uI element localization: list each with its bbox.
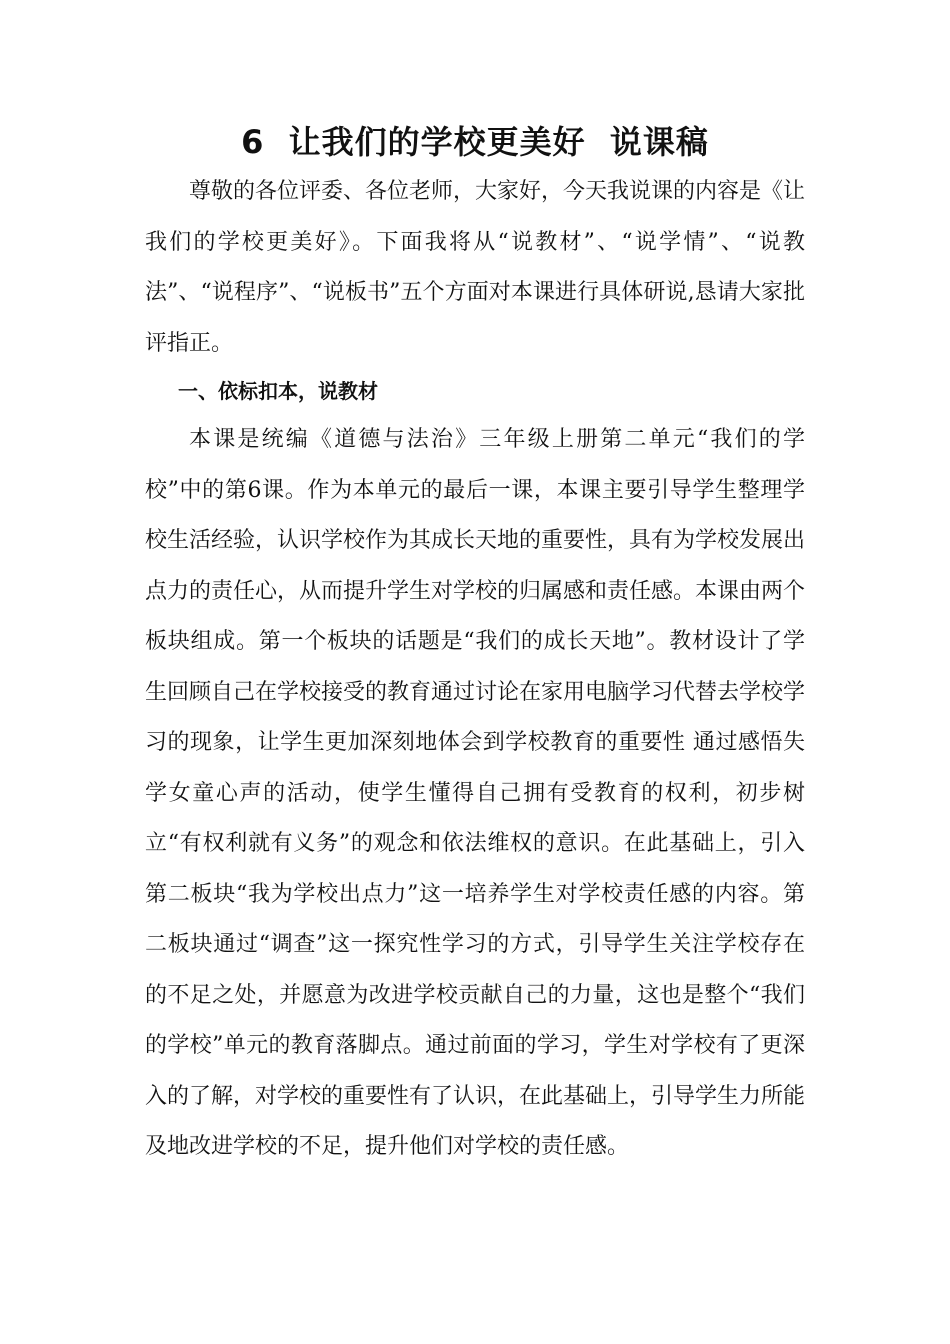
- section-heading: 一、依标扣本，说教材: [178, 379, 378, 403]
- section-body-paragraph: 本课是统编《道德与法治》三年级上册第二单元“我们的学校”中的第6课。作为本单元的最后一课，本课主要引导学生整理学校生活经验，认识学校作为其成长天地的重要性，具有为学校发展出点力的责任心，从而提升学生对学校的归属感和责任感。本课由两个板块组成。第一个板块的话题是“我们的成长天地”。教材设计了学生回顾自己在学校接受的教育通过讨论在家用电脑学习代替去学校学习的现象，让学生更加深刻地体会到学校教育的重要性 通过感悟失学女童心声的活动，使学生懂得自己拥有受教育的权利，初步树立“有权利就有义务”的观念和依法维权的意识。在此基础上，引入第二板块“我为学校出点力”这一培养学生对学校责任感的内容。第二板块通过“调查”这一探究性学习的方式，引导学生关注学校存在的不足之处，并愿意为改进学校贡献自己的力量，这也是整个“我们的学校”单元的教育落脚点。通过前面的学习，学生对学校有了更深入的了解，对学校的重要性有了认识，在此基础上，引导学生力所能及地改进学校的不足，提升他们对学校的责任感。: [145, 427, 806, 1159]
- intro-paragraph: 尊敬的各位评委、各位老师，大家好，今天我说课的内容是《让我们的学校更美好》。下面我将从“说教材”、“说学情”、“说教法”、“说程序”、“说板书”五个方面对本课进行具体研说,恳请大家批评指正。: [145, 179, 806, 356]
- document-title: 6 让我们的学校更美好 说课稿: [241, 123, 709, 161]
